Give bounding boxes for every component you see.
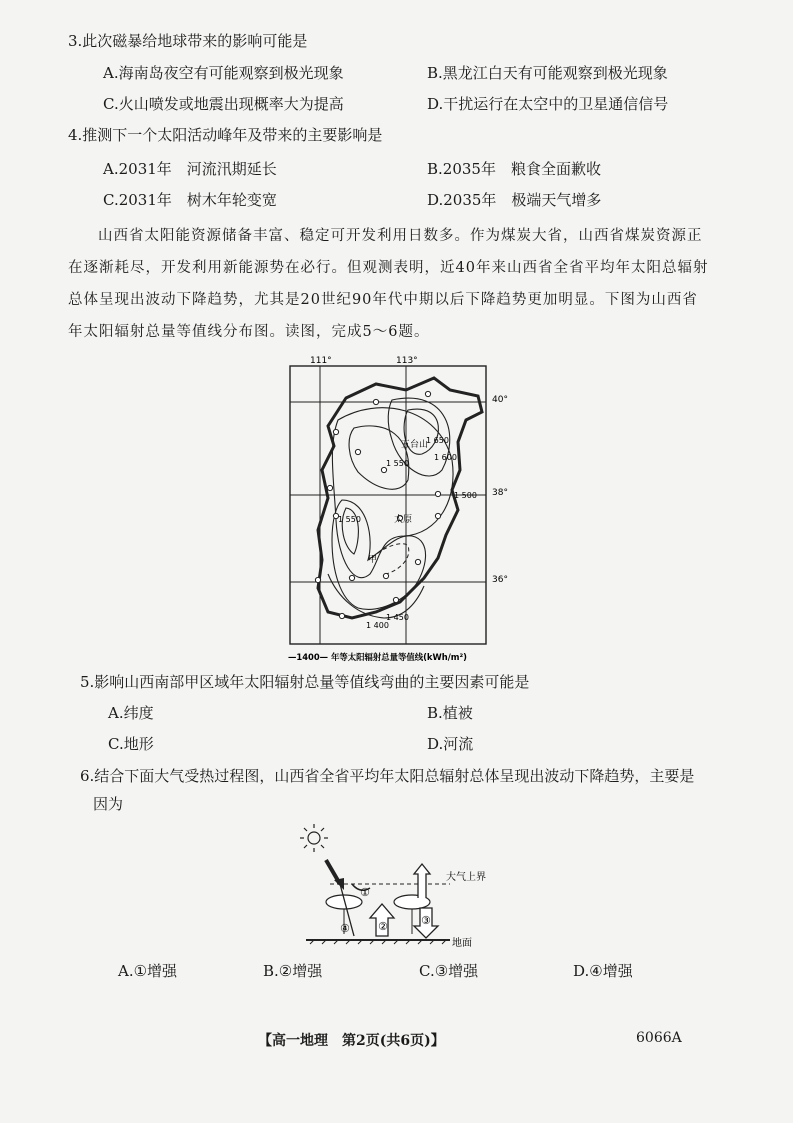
mark-4: ④ (340, 922, 350, 935)
q6-option-a: A.①增强 (118, 962, 178, 980)
lat-label-38: 38° (492, 488, 508, 498)
isoline-label-1600: 1 600 (434, 453, 457, 462)
q3-option-d: D.干扰运行在太空中的卫星通信信号 (427, 95, 669, 113)
q5-stem: 5.影响山西南部甲区域年太阳辐射总量等值线弯曲的主要因素可能是 (80, 673, 530, 691)
passage-line-4: 年太阳辐射总量等值线分布图。读图，完成5～6题。 (68, 324, 430, 340)
q6-stem-line-1: 6.结合下面大气受热过程图，山西省全省平均年太阳总辐射总体呈现出波动下降趋势，主要是 (80, 767, 695, 785)
isoline-label-1550-south: 1 550 (338, 515, 361, 524)
lat-label-36: 36° (492, 575, 508, 585)
q3-option-b: B.黑龙江白天有可能观察到极光现象 (427, 64, 668, 82)
q6-option-d: D.④增强 (573, 962, 633, 980)
q5-option-b: B.植被 (427, 704, 473, 722)
passage-line-1: 山西省太阳能资源储备丰富、稳定可开发利用日数多。作为煤炭大省，山西省煤炭资源正 (98, 228, 703, 244)
q3-option-c: C.火山喷发或地震出现概率大为提高 (103, 95, 344, 113)
place-jia: 甲 (368, 555, 378, 565)
shanxi-radiation-map (288, 350, 528, 670)
arrow-to-space (414, 864, 430, 898)
isoline-label-1500: 1 500 (454, 491, 477, 500)
page-footer: 【高一地理 第2页(共6页)】 (258, 1033, 445, 1049)
label-atmosphere-top: 大气上界 (446, 872, 486, 883)
mark-3: ③ (421, 914, 431, 927)
q6-stem-line-2: 因为 (93, 795, 124, 813)
passage-line-2: 在逐渐耗尽，开发利用新能源势在必行。但观测表明，近40年来山西省全省平均年太阳总辐射 (68, 260, 709, 276)
q4-stem: 4.推测下一个太阳活动峰年及带来的主要影响是 (68, 126, 383, 144)
paper-code: 6066A (636, 1030, 682, 1046)
q3-option-a: A.海南岛夜空有可能观察到极光现象 (103, 64, 344, 82)
q5-option-c: C.地形 (108, 735, 154, 753)
city-markers (315, 391, 440, 618)
sun-icon (300, 824, 328, 852)
map-legend: —1400— 年等太阳辐射总量等值线(kWh/m²) (288, 652, 467, 662)
lat-label-40: 40° (492, 395, 508, 405)
q4-option-b: B.2035年 粮食全面歉收 (427, 160, 601, 178)
lon-label-113: 113° (396, 356, 418, 366)
place-taiyuan: 太原 (394, 515, 413, 525)
q5-option-a: A.纬度 (108, 704, 154, 722)
passage-line-3: 总体呈现出波动下降趋势，尤其是20世纪90年代中期以后下降趋势更加明显。下图为山西省 (68, 292, 698, 308)
isoline-label-1550: 1 550 (386, 459, 409, 468)
isoline-label-1400: 1 400 (366, 621, 389, 630)
place-wutaishan: 五台山 (401, 440, 429, 450)
lon-label-111: 111° (310, 356, 332, 366)
q4-option-c: C.2031年 树木年轮变宽 (103, 191, 277, 209)
atmosphere-heating-diagram (300, 822, 500, 952)
mark-2: ② (378, 920, 388, 933)
q6-option-c: C.③增强 (419, 962, 479, 980)
isoline-label-1650: 1 650 (426, 436, 449, 445)
q4-option-d: D.2035年 极端天气增多 (427, 191, 602, 209)
label-ground: 地面 (452, 938, 472, 949)
isoline-label-1450: 1 450 (386, 613, 409, 622)
q4-option-a: A.2031年 河流汛期延长 (103, 160, 277, 178)
q6-option-b: B.②增强 (263, 962, 323, 980)
q3-stem: 3.此次磁暴给地球带来的影响可能是 (68, 32, 308, 50)
q5-option-d: D.河流 (427, 735, 474, 753)
mark-1: ① (360, 886, 370, 899)
